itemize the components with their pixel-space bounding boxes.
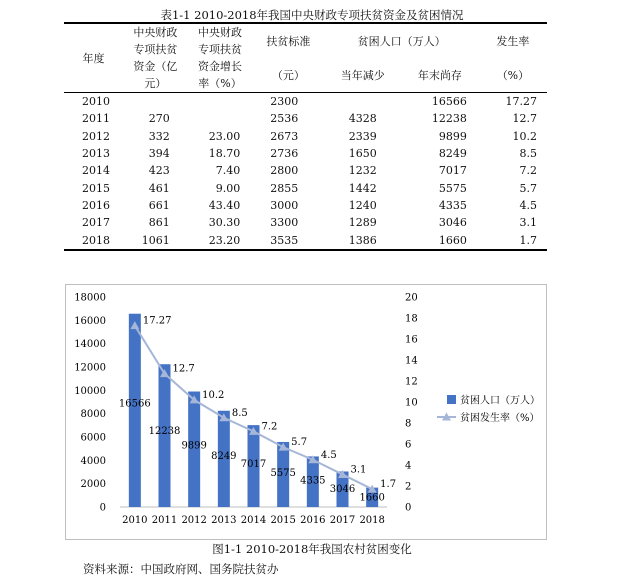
bar-data-label: 1660 bbox=[359, 492, 385, 504]
y-right-tick-label: 20 bbox=[405, 292, 418, 304]
y-right-tick-label: 8 bbox=[405, 418, 412, 430]
cell-funds: 661 bbox=[148, 198, 170, 212]
cell-standard: 2800 bbox=[270, 164, 299, 178]
table-row bbox=[64, 145, 547, 162]
cell-end: 8249 bbox=[438, 147, 467, 161]
y-right-tick-label: 10 bbox=[405, 397, 418, 409]
header-standard: 扶贫标准 bbox=[266, 34, 311, 48]
rate-data-label: 3.1 bbox=[350, 464, 367, 476]
poverty-table bbox=[64, 22, 547, 251]
cell-year: 2012 bbox=[82, 129, 110, 143]
x-tick-label: 2015 bbox=[270, 515, 296, 526]
bar-data-label: 7017 bbox=[240, 458, 267, 470]
header-decrease: 当年减少 bbox=[340, 68, 385, 82]
cell-growth bbox=[188, 110, 253, 127]
cell-year: 2013 bbox=[82, 147, 110, 161]
rate-data-label: 1.7 bbox=[380, 479, 397, 491]
cell-funds: 1061 bbox=[141, 233, 170, 247]
table-row bbox=[64, 179, 547, 196]
bar-data-label: 16566 bbox=[118, 398, 151, 410]
poverty-chart bbox=[65, 284, 545, 538]
header-population: 贫困人口（万人） bbox=[357, 34, 446, 48]
cell-end: 3046 bbox=[438, 216, 467, 230]
y-left-tick-label: 6000 bbox=[80, 432, 106, 444]
table-row bbox=[64, 93, 547, 111]
cell-decrease: 1442 bbox=[348, 181, 377, 195]
bar-data-label: 5575 bbox=[270, 467, 296, 479]
x-tick-label: 2010 bbox=[122, 515, 148, 526]
cell-standard: 2736 bbox=[270, 147, 299, 161]
cell-rate: 12.7 bbox=[512, 112, 537, 126]
y-right-tick-label: 16 bbox=[405, 334, 418, 346]
cell-rate: 1.7 bbox=[519, 233, 537, 247]
header-standard-unit: （元） bbox=[271, 68, 305, 82]
cell-funds: 423 bbox=[148, 164, 170, 178]
table-title: 表1-1 2010-2018年我国中央财政专项扶贫资金及贫困情况 bbox=[160, 8, 464, 22]
y-left-tick-label: 12000 bbox=[74, 362, 106, 374]
cell-decrease: 2339 bbox=[348, 129, 377, 143]
header-funds-line1: 中央财政 bbox=[133, 26, 178, 39]
cell-decrease: 4328 bbox=[348, 112, 377, 126]
cell-year: 2018 bbox=[82, 233, 110, 247]
y-right-tick-label: 14 bbox=[405, 355, 418, 367]
cell-year: 2017 bbox=[82, 216, 110, 230]
cell-end: 4335 bbox=[438, 198, 467, 212]
bar-data-label: 4335 bbox=[300, 475, 326, 487]
rate-data-label: 12.7 bbox=[172, 363, 195, 375]
cell-end: 5575 bbox=[438, 181, 467, 195]
cell-end: 7017 bbox=[438, 164, 467, 178]
y-left-tick-label: 8000 bbox=[80, 409, 106, 421]
table-row bbox=[64, 110, 547, 127]
source-note: 资料来源：中国政府网、国务院扶贫办 bbox=[83, 562, 279, 576]
bar-data-label: 9899 bbox=[181, 440, 207, 452]
cell-funds bbox=[123, 93, 188, 111]
cell-standard: 2855 bbox=[270, 181, 299, 195]
legend-line-label: 贫困发生率（%） bbox=[460, 413, 540, 424]
header-growth bbox=[188, 23, 253, 93]
cell-decrease: 1232 bbox=[348, 164, 377, 178]
y-left-tick-label: 16000 bbox=[74, 315, 106, 327]
table-row bbox=[64, 197, 547, 214]
x-tick-label: 2013 bbox=[211, 515, 237, 526]
header-funds-line4: 元） bbox=[144, 77, 167, 90]
cell-decrease: 1650 bbox=[348, 147, 377, 161]
cell-rate: 3.1 bbox=[519, 216, 537, 230]
header-end: 年末尚存 bbox=[417, 68, 462, 82]
header-rate-unit: （%） bbox=[496, 68, 530, 82]
rate-data-label: 7.2 bbox=[261, 421, 278, 433]
x-tick-label: 2012 bbox=[181, 515, 207, 526]
cell-funds: 861 bbox=[148, 216, 170, 230]
y-right-tick-label: 4 bbox=[405, 460, 412, 472]
header-growth-line2: 专项扶贫 bbox=[198, 43, 242, 56]
cell-year: 2015 bbox=[82, 181, 110, 195]
cell-standard: 2300 bbox=[270, 95, 299, 109]
cell-funds: 461 bbox=[148, 181, 170, 195]
cell-end: 12238 bbox=[431, 112, 467, 126]
cell-rate: 5.7 bbox=[519, 181, 537, 195]
header-growth-line1: 中央财政 bbox=[198, 26, 242, 39]
table-row bbox=[64, 128, 547, 145]
cell-growth: 30.30 bbox=[208, 216, 241, 230]
figure-caption: 图1-1 2010-2018年我国农村贫困变化 bbox=[212, 542, 412, 556]
cell-funds: 270 bbox=[148, 112, 170, 126]
cell-growth: 18.70 bbox=[208, 147, 241, 161]
bar-data-label: 3046 bbox=[329, 483, 356, 495]
cell-year: 2016 bbox=[82, 198, 110, 212]
cell-standard: 3000 bbox=[270, 198, 299, 212]
cell-standard: 3300 bbox=[270, 216, 299, 230]
y-left-tick-label: 14000 bbox=[74, 339, 106, 351]
header-growth-line3: 资金增长 bbox=[198, 60, 242, 73]
cell-rate: 7.2 bbox=[519, 164, 537, 178]
cell-growth bbox=[188, 93, 253, 111]
cell-year: 2011 bbox=[82, 112, 110, 126]
cell-end: 16566 bbox=[431, 95, 467, 109]
rate-data-label: 17.27 bbox=[142, 315, 172, 327]
cell-rate: 8.5 bbox=[519, 147, 537, 161]
rate-data-label: 4.5 bbox=[320, 449, 337, 461]
y-left-tick-label: 4000 bbox=[80, 455, 106, 467]
rate-data-label: 10.2 bbox=[202, 389, 225, 401]
x-tick-label: 2011 bbox=[151, 515, 178, 526]
bar bbox=[129, 314, 141, 507]
legend-bar-label: 贫困人口（万人） bbox=[460, 395, 540, 407]
header-year: 年度 bbox=[82, 51, 105, 65]
cell-year: 2014 bbox=[82, 164, 110, 178]
table-row bbox=[64, 214, 547, 231]
cell-growth: 23.00 bbox=[208, 129, 241, 143]
cell-end: 9899 bbox=[438, 129, 467, 143]
cell-decrease: 1386 bbox=[348, 233, 377, 247]
cell-decrease bbox=[324, 93, 401, 111]
cell-rate: 17.27 bbox=[505, 95, 537, 109]
header-funds bbox=[123, 23, 188, 93]
rate-data-label: 5.7 bbox=[291, 437, 308, 449]
cell-funds: 332 bbox=[148, 129, 170, 143]
cell-end: 1660 bbox=[438, 233, 467, 247]
x-tick-label: 2016 bbox=[300, 515, 326, 526]
cell-growth: 43.40 bbox=[208, 198, 241, 212]
cell-growth: 23.20 bbox=[208, 233, 241, 247]
cell-decrease: 1289 bbox=[348, 216, 377, 230]
cell-standard: 2536 bbox=[270, 112, 299, 126]
cell-year: 2010 bbox=[82, 95, 110, 109]
cell-standard: 3535 bbox=[270, 233, 299, 247]
cell-rate: 10.2 bbox=[512, 129, 537, 143]
cell-growth: 7.40 bbox=[215, 164, 241, 178]
table-row bbox=[64, 231, 547, 249]
header-growth-line4: 率（%） bbox=[198, 77, 242, 90]
header-funds-line2: 专项扶贫 bbox=[133, 43, 178, 56]
bar-data-label: 8249 bbox=[211, 451, 237, 463]
y-left-tick-label: 18000 bbox=[74, 292, 106, 304]
y-right-tick-label: 18 bbox=[405, 313, 418, 325]
y-right-tick-label: 2 bbox=[405, 481, 412, 493]
y-left-tick-label: 10000 bbox=[74, 385, 106, 397]
cell-rate: 4.5 bbox=[519, 198, 537, 212]
y-left-tick-label: 2000 bbox=[80, 479, 106, 491]
y-left-tick-label: 0 bbox=[99, 502, 106, 514]
x-tick-label: 2014 bbox=[240, 515, 267, 526]
header-rate: 发生率 bbox=[496, 34, 530, 48]
bar-data-label: 12238 bbox=[148, 425, 181, 437]
x-tick-label: 2018 bbox=[359, 515, 385, 526]
cell-standard: 2673 bbox=[270, 129, 299, 143]
y-right-tick-label: 6 bbox=[405, 439, 412, 451]
x-tick-label: 2017 bbox=[329, 515, 356, 526]
y-right-tick-label: 12 bbox=[405, 376, 418, 388]
cell-growth: 9.00 bbox=[215, 181, 241, 195]
y-right-tick-label: 0 bbox=[405, 502, 412, 514]
table-row bbox=[64, 162, 547, 179]
cell-decrease: 1240 bbox=[348, 198, 377, 212]
legend-bar-swatch bbox=[447, 395, 456, 404]
header-funds-line3: 资金（亿 bbox=[133, 60, 178, 73]
cell-funds: 394 bbox=[148, 147, 170, 161]
chart-legend bbox=[437, 394, 540, 425]
rate-data-label: 8.5 bbox=[231, 407, 248, 419]
